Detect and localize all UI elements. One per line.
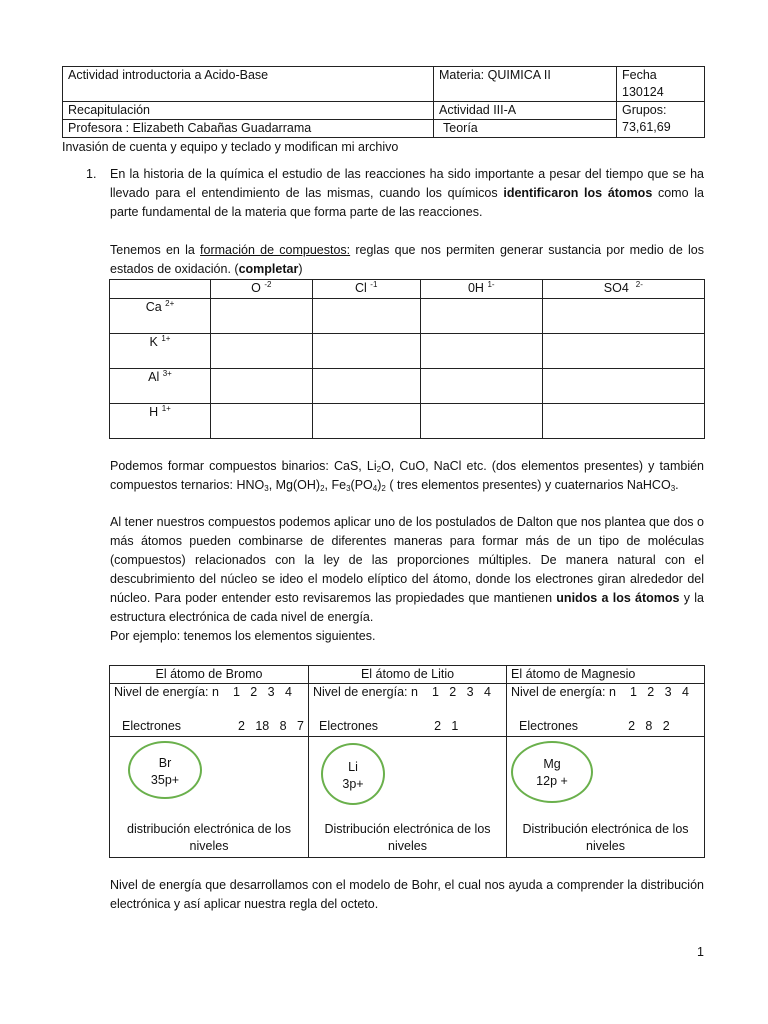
blank-cell[interactable] <box>420 334 542 369</box>
blank-cell[interactable] <box>312 334 420 369</box>
atom-levels-cell <box>309 684 507 737</box>
note: Invasión de cuenta y equipo y teclado y modifican mi archivo <box>62 140 399 154</box>
table-row <box>110 737 705 858</box>
date-label: Fecha <box>622 68 657 82</box>
atom-diagram-cell <box>507 737 705 858</box>
dalton-text-a: Al tener nuestros compuestos podemos aplicar uno de los postulados de Dalton que nos plantea que dos o más átomos pueden combinarse de diferentes maneras para formar más de un tipo de moléculas (compuestos) relacionados con la ley de las proporciones múltiples. De manera natural con el descubrimiento del núcleo se ideo el modelo elíptico del átomo, donde los electrones giran alrededor del núcleo. Para poder entender esto revisaremos las propiedades que mantienen <box>110 515 704 605</box>
table-row <box>110 369 705 404</box>
electrons-values: 2 8 2 <box>628 719 670 733</box>
anion-cell <box>542 280 704 299</box>
blank-cell[interactable] <box>542 404 704 439</box>
atom-protons: 3p+ <box>342 777 364 791</box>
bohr-paragraph: Nivel de energía que desarrollamos con el modelo de Bohr, el cual nos ayuda a comprender la distribución electrónica y así aplicar nuestra regla del octeto. <box>110 878 704 911</box>
subscript: 2 <box>320 484 325 493</box>
electrons-values: 2 18 8 7 <box>237 719 304 733</box>
atom-diagram-cell <box>110 737 309 858</box>
subject: Materia: QUIMICA II <box>434 67 617 102</box>
compounds-text: O, CuO, NaCl etc. (dos elementos presentes) y también compuestos ternarios: HNO <box>110 459 704 492</box>
anion-charge: 2- <box>635 280 643 289</box>
formation-text-b: reglas que nos permiten generar sustancia por medio de los estados de oxidación. ( <box>110 243 704 276</box>
theory: Teoría <box>434 120 617 138</box>
anion-charge: -1 <box>370 280 378 289</box>
history-text-b: como la parte fundamental de la materia que forma parte de las reacciones. <box>110 186 704 219</box>
atom-title: El átomo de Magnesio <box>507 666 705 684</box>
electrons-label: Electrones <box>319 719 379 733</box>
formation-paragraph <box>110 241 704 279</box>
atom-circle <box>321 743 385 805</box>
history-paragraph <box>110 165 704 222</box>
blank-cell[interactable] <box>420 404 542 439</box>
atoms-table <box>109 665 705 858</box>
blank-cell[interactable] <box>211 369 313 404</box>
subscript: 3 <box>670 484 676 493</box>
cation-cell <box>110 369 211 404</box>
electrons-label: Electrones <box>122 719 182 733</box>
cation-charge: 1+ <box>161 404 171 413</box>
blank-cell[interactable] <box>312 404 420 439</box>
blank-cell[interactable] <box>542 369 704 404</box>
atom-protons: 12p + <box>536 774 568 788</box>
atom-symbol: Mg <box>543 757 561 771</box>
blank-cell[interactable] <box>312 369 420 404</box>
oxidation-table-header <box>110 280 705 299</box>
level-values: 1 2 3 4 <box>629 685 690 699</box>
formation-underlined: formación de compuestos: <box>200 243 351 257</box>
date-cell <box>617 67 705 102</box>
cation-symbol: K <box>149 335 158 349</box>
cation-charge: 3+ <box>162 369 172 378</box>
atom-levels-cell <box>507 684 705 737</box>
corner-cell <box>110 280 211 299</box>
atom-caption: Distribución electrónica de los niveles <box>324 822 491 853</box>
recap: Recapitulación <box>63 102 434 120</box>
anion-cell <box>211 280 313 299</box>
cation-cell <box>110 334 211 369</box>
groups-cell <box>617 102 705 138</box>
atom-circle <box>511 741 593 803</box>
dalton-bold: unidos a los átomos <box>556 591 680 605</box>
compounds-text: ) <box>377 478 382 492</box>
level-label: Nivel de energía: n <box>114 685 219 699</box>
anion-symbol: Cl <box>355 281 367 295</box>
compounds-text: ( tres elementos presentes) y cuaternarios NaHCO <box>385 478 671 492</box>
atom-circle <box>128 741 202 799</box>
compounds-text: (PO <box>350 478 373 492</box>
compounds-text: , Mg(OH) <box>268 478 321 492</box>
date-value: 130124 <box>622 85 664 99</box>
compounds-text: , Fe <box>324 478 347 492</box>
atom-title: El átomo de Litio <box>309 666 507 684</box>
level-values: 1 2 3 4 <box>431 685 492 699</box>
anion-charge: 1- <box>487 280 495 289</box>
electrons-label: Electrones <box>519 719 579 733</box>
formation-text-a: Tenemos en la <box>110 243 201 257</box>
compounds-text: . <box>675 478 679 492</box>
atom-symbol: Br <box>158 756 172 770</box>
blank-cell[interactable] <box>542 334 704 369</box>
teacher: Profesora : Elizabeth Cabañas Guadarrama <box>63 120 434 138</box>
dalton-text-b: y la estructura electrónica de cada nivel de energía. <box>110 591 704 624</box>
blank-cell[interactable] <box>211 404 313 439</box>
activity: Actividad III-A <box>434 102 617 120</box>
anion-cell <box>420 280 542 299</box>
subscript: 3 <box>346 484 351 493</box>
cation-charge: 2+ <box>165 299 175 308</box>
subscript: 4 <box>372 484 378 493</box>
cation-symbol: Ca <box>145 300 162 314</box>
table-row <box>110 299 705 334</box>
header-table <box>62 66 705 138</box>
level-label: Nivel de energía: n <box>511 685 616 699</box>
blank-cell[interactable] <box>211 299 313 334</box>
cation-cell <box>110 299 211 334</box>
blank-cell[interactable] <box>420 299 542 334</box>
anion-symbol: O <box>251 281 261 295</box>
anion-charge: -2 <box>264 280 272 289</box>
anion-symbol: 0H <box>467 281 484 295</box>
anion-symbol: SO4 <box>603 281 629 295</box>
cation-cell <box>110 404 211 439</box>
atom-levels-cell <box>110 684 309 737</box>
dalton-paragraph <box>110 513 704 646</box>
atoms-table-header <box>110 666 705 684</box>
formation-bold: completar <box>238 262 299 276</box>
cation-symbol: H <box>149 405 159 419</box>
atom-caption: distribución electrónica de los niveles <box>127 822 291 853</box>
level-label: Nivel de energía: n <box>313 685 418 699</box>
activity-title: Actividad introductoria a Acido-Base <box>63 67 434 102</box>
level-values: 1 2 3 4 <box>232 685 293 699</box>
atom-title: El átomo de Bromo <box>110 666 309 684</box>
subscript: 2 <box>381 484 386 493</box>
table-row <box>110 334 705 369</box>
dalton-example: Por ejemplo: tenemos los elementos siguientes. <box>110 629 376 643</box>
history-text-a: En la historia de la química el estudio de las reacciones ha sido importante a pesar del tiempo que se ha llevado para el entendimiento de las mismas, cuando los químicos <box>110 167 704 200</box>
blank-cell[interactable] <box>312 299 420 334</box>
atom-diagram-cell <box>309 737 507 858</box>
groups-label: Grupos: <box>622 103 667 117</box>
electrons-values: 2 1 <box>434 719 459 733</box>
atom-protons: 35p+ <box>150 773 180 787</box>
anion-cell <box>312 280 420 299</box>
groups-value: 73,61,69 <box>622 120 671 134</box>
cation-symbol: Al <box>148 370 160 384</box>
item-number: 1. <box>86 167 97 181</box>
oxidation-table <box>109 279 705 439</box>
table-row <box>110 404 705 439</box>
page-number: 1 <box>697 945 704 959</box>
formation-text-c: ) <box>298 262 303 276</box>
cation-charge: 1+ <box>161 334 171 343</box>
table-row <box>110 684 705 737</box>
atom-caption: Distribución electrónica de los niveles <box>522 822 689 853</box>
compounds-paragraph <box>110 457 704 495</box>
subscript: 2 <box>376 465 382 474</box>
blank-cell[interactable] <box>211 334 313 369</box>
atom-symbol: Li <box>348 760 358 774</box>
subscript: 3 <box>264 484 269 493</box>
compounds-text: Podemos formar compuestos binarios: CaS, Li <box>110 459 377 473</box>
history-bold: identificaron los átomos <box>503 186 653 200</box>
blank-cell[interactable] <box>420 369 542 404</box>
blank-cell[interactable] <box>542 299 704 334</box>
